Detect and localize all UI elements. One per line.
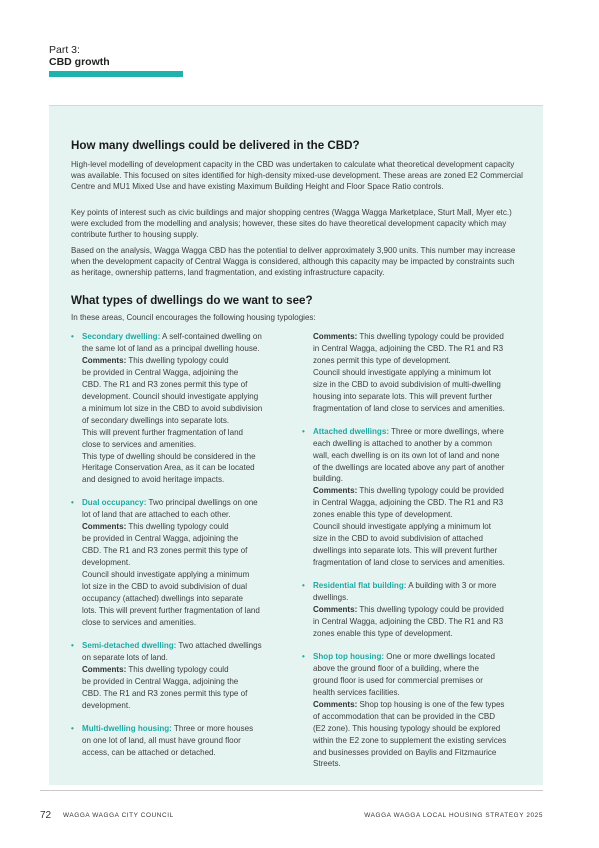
text-line: Council should investigate applying a minimum [82,570,250,580]
text-line: fragmentation of land close to services and amenities. [313,558,505,568]
text-line: CBD. The R1 and R3 zones permit this type of [82,379,248,389]
text-line: One or more dwellings located [384,651,495,661]
text-line: zones permit this type of development. [313,355,451,365]
text-line: close to services and amenities. [82,617,197,627]
paragraph-capacity: Based on the analysis, Wagga Wagga CBD has the potential to deliver approximately 3,900 units. This number may increase when the development capacity of Central Wagga is considered, although this capacity may be impacted by constraints such as heritage, ownership patterns, land fragmentation, and existing infrastructure capacity. [71,246,516,278]
term: Residential flat building: [313,581,407,591]
left-column [71,331,281,769]
list-item-shop-top-housing [302,651,534,771]
bullet-icon: • [71,498,74,508]
text-line: This dwelling typology could [126,664,229,674]
text-line: Three or more dwellings, where [389,426,504,436]
text-line: This dwelling typology could be provided [357,605,504,615]
text-line: be provided in Central Wagga, adjoining the [82,367,239,377]
text-line: CBD. The R1 and R3 zones permit this type of [82,688,248,698]
section-label [49,44,110,68]
text-line: Three or more houses [171,723,254,733]
term: Semi-detached dwelling: [82,640,177,650]
term: Attached dwellings: [313,426,390,436]
section-title: CBD growth [49,56,110,68]
list-item-semi-detached [71,640,281,712]
text-line: Shop top housing is one of the few types [357,699,505,709]
list-item-residential-flat-building [302,580,534,640]
text-line: of secondary dwellings into separate lots. [82,415,230,425]
term: Dual occupancy: [82,498,147,508]
comments-label: Comments: [82,355,127,365]
text-line: wall, each dwelling is on its own lot of land and none [313,450,500,460]
list-item-multi-dwelling [71,723,281,759]
paragraph-modelling: High-level modelling of development capacity in the CBD was undertaken to calculate what theoretical development capacity was available. This focused on sites identified for high-density mixed-use development. These areas are zoned E2 Commercial Centre and MU1 Mixed Use and have existing Maximum Building Height and Floor Space Ratio controls. [71,160,523,192]
text-line: access, can be attached or detached. [82,747,216,757]
page-number: 72 [40,810,52,821]
text-line: above the ground floor of a building, where the [313,663,479,673]
text-line: building. [313,474,343,484]
text-line: zones enable this type of development. [313,510,453,520]
paragraph-intro: In these areas, Council encourages the following housing typologies: [71,313,316,322]
text-line: the same lot of land as a principal dwelling house. [82,343,260,353]
text-line: Streets. [313,759,341,769]
bullet-icon: • [302,581,305,591]
text-line: be provided in Central Wagga, adjoining the [82,676,239,686]
text-line: This dwelling typology could [126,355,229,365]
text-line: development. Council should investigate applying [82,391,259,401]
footer-divider [40,790,543,791]
term: Shop top housing: [313,651,385,661]
comments-label: Comments: [313,605,358,615]
text-line: occupancy (attached) dwellings into separate [82,594,244,604]
bullet-icon: • [71,723,74,733]
text-line: dwellings into separate lots. This will prevent further [313,546,498,556]
text-line: a minimum lot size in the CBD to avoid subdivision [82,403,263,413]
text-line: on one lot of land, all must have ground floor [82,735,241,745]
list-item-multi-dwelling-continued [302,331,534,415]
comments-label: Comments: [313,699,358,709]
bullet-icon: • [71,640,74,650]
text-line: in Central Wagga, adjoining the CBD. The R1 and R3 [313,498,504,508]
comments-label: Comments: [313,486,358,496]
text-line: Two attached dwellings [176,640,262,650]
text-line: Council should investigate applying a minimum lot [313,522,492,532]
comments-label: Comments: [313,332,358,341]
text-line: Council should investigate applying a minimum lot [313,367,492,377]
text-line: Heritage Conservation Area, as it can be located [82,463,255,473]
text-line: This dwelling typology could be provided [357,332,504,341]
text-line: development. [82,700,131,710]
bullet-icon: • [302,426,305,436]
text-line: of the dwellings are located above any part of another [313,462,505,472]
text-line: A building with 3 or more [406,581,497,591]
paragraph-excluded-sites: Key points of interest such as civic buildings and major shopping centres (Wagga Wagga Marketplace, Sturt Mall, Myer etc.) were excluded from the modelling and analysis; however, these sites do have theoretical development capacity which may contribute further to housing supply. [71,208,512,240]
footer-document-title: WAGGA WAGGA LOCAL HOUSING STRATEGY 2025 [364,812,543,819]
text-line: size in the CBD to avoid subdivision of multi-dwelling [313,379,501,389]
text-line: and designed to avoid heritage impacts. [82,475,225,485]
text-line: zones enable this type of development. [313,628,453,638]
comments-label: Comments: [82,522,127,532]
text-line: development. [82,558,131,568]
text-line: This will prevent further fragmentation of land [82,427,244,437]
panel-divider [49,105,543,106]
list-item-attached-dwellings [302,426,534,569]
term: Secondary dwelling: [82,332,161,341]
text-line: in Central Wagga, adjoining the CBD. The R1 and R3 [313,616,504,626]
text-line: CBD. The R1 and R3 zones permit this type of [82,546,248,556]
text-line: health services facilities. [313,687,400,697]
term: Multi-dwelling housing: [82,723,172,733]
text-line: lot of land that are attached to each other. [82,510,231,520]
text-line: lot size in the CBD to avoid subdivision of dual [82,582,248,592]
text-line: and businesses provided on Baylis and Fitzmaurice [313,747,497,757]
footer-council-name: WAGGA WAGGA CITY COUNCIL [63,812,174,819]
bullet-icon: • [302,651,305,661]
heading-dwellings-delivered: How many dwellings could be delivered in the CBD? [71,139,360,152]
text-line: Two principal dwellings on one [146,498,258,508]
text-line: in Central Wagga, adjoining the CBD. The R1 and R3 [313,343,504,353]
text-line: A self-contained dwelling on [160,332,262,341]
text-line: fragmentation of land close to services and amenities. [313,403,505,413]
list-item-dual-occupancy [71,497,281,628]
list-item-secondary-dwelling [71,331,281,486]
text-line: each dwelling is attached to another by a common [313,438,492,448]
text-line: within the E2 zone to supplement the existing services [313,735,507,745]
text-line: lots. This will prevent further fragmentation of land [82,605,260,615]
text-line: dwellings. [313,593,349,603]
text-line: This type of dwelling should be considered in the [82,451,256,461]
part-number: Part 3: [49,44,80,56]
heading-dwelling-types: What types of dwellings do we want to see? [71,294,313,307]
text-line: close to services and amenities. [82,439,197,449]
comments-label: Comments: [82,664,127,674]
text-line: ground floor is used for commercial premises or [313,675,483,685]
text-line: on separate lots of land. [82,652,168,662]
text-line: of accommodation that can be provided in the CBD [313,711,496,721]
text-line: housing into separate lots. This will prevent further [313,391,493,401]
text-line: (E2 zone). This housing typology should be explored [313,723,501,733]
right-column [302,331,534,781]
text-line: This dwelling typology could be provided [357,486,504,496]
text-line: be provided in Central Wagga, adjoining the [82,534,239,544]
accent-bar [49,71,183,77]
text-line: This dwelling typology could [126,522,229,532]
bullet-icon: • [71,332,74,341]
text-line: size in the CBD to avoid subdivision of attached [313,534,483,544]
